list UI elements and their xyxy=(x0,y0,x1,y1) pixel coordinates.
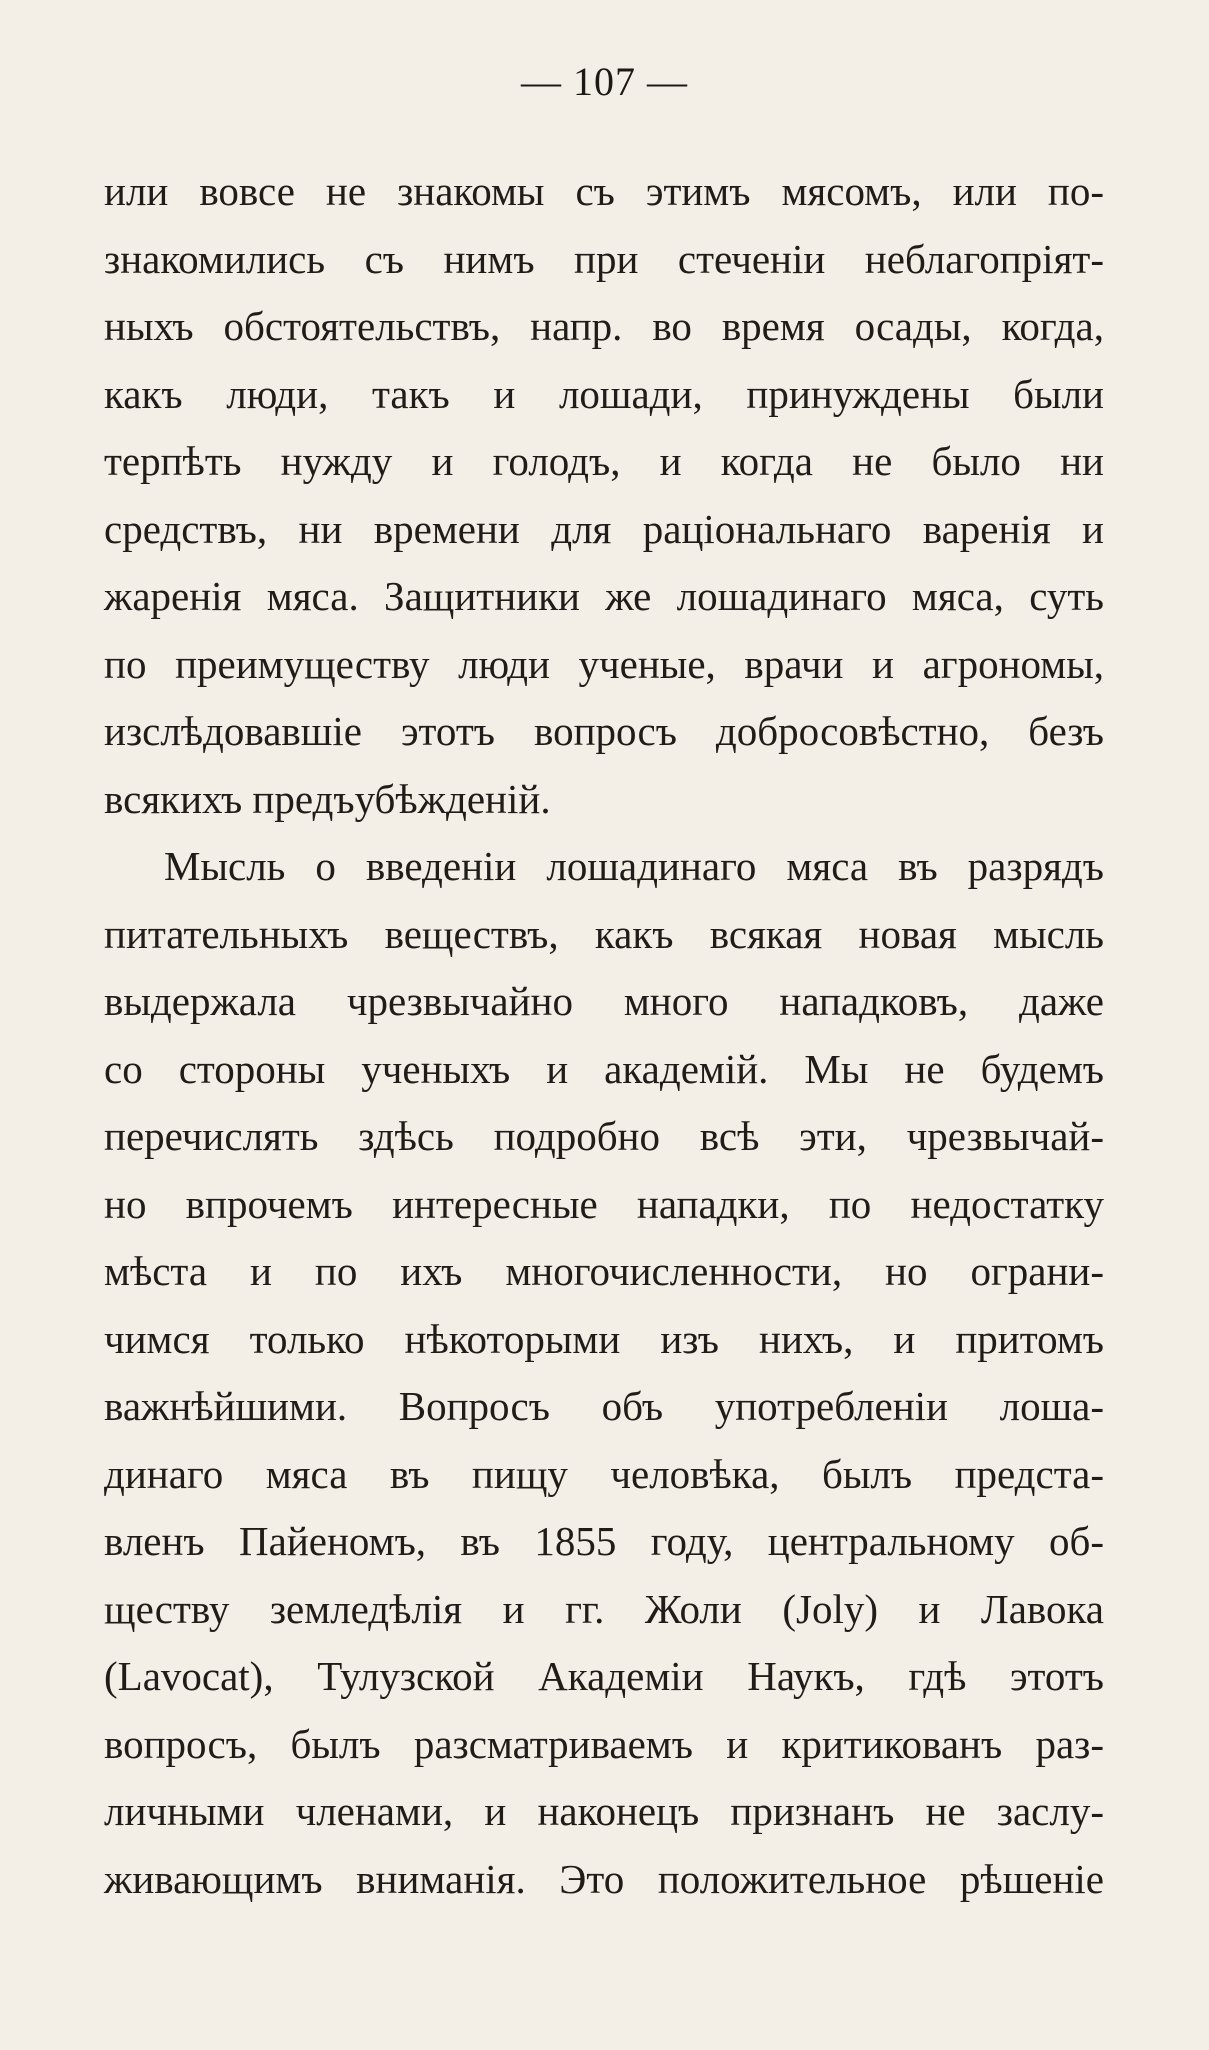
page-body-text xyxy=(104,158,1104,1913)
text-line: чимся только нѣкоторыми изъ нихъ, и притомъ xyxy=(104,1315,1104,1362)
text-line: жаренія мяса. Защитники же лошадинаго мяса, суть xyxy=(104,573,1104,619)
text-line: питательныхъ веществъ, какъ всякая новая мысль xyxy=(104,910,1104,957)
text-line: ныхъ обстоятельствъ, напр. во время осады, когда, xyxy=(104,303,1104,349)
text-line: вопросъ, былъ разсматриваемъ и критикованъ раз- xyxy=(104,1720,1104,1767)
text-line: какъ люди, такъ и лошади, принуждены были xyxy=(104,370,1104,417)
text-line: со стороны ученыхъ и академій. Мы не будемъ xyxy=(104,1045,1104,1092)
text-line: динаго мяса въ пищу человѣка, былъ предста- xyxy=(104,1450,1104,1497)
text-line: живающимъ вниманія. Это положительное рѣшеніе xyxy=(104,1855,1104,1902)
text-line: важнѣйшими. Вопросъ объ употребленіи лоша- xyxy=(104,1383,1104,1429)
text-line: знакомились съ нимъ при стеченіи неблагопріят- xyxy=(104,235,1104,282)
text-line: или вовсе не знакомы съ этимъ мясомъ, или по- xyxy=(104,168,1104,214)
text-line: Мысль о введеніи лошадинаго мяса въ разрядъ xyxy=(164,843,1104,889)
text-line: всякихъ предъубѣжденій. xyxy=(104,775,551,822)
text-line: вленъ Пайеномъ, въ 1855 году, центральному об- xyxy=(104,1518,1104,1564)
text-line: но впрочемъ интересные нападки, по недостатку xyxy=(104,1180,1104,1227)
text-line: по преимуществу люди ученые, врачи и агрономы, xyxy=(104,640,1104,687)
text-line: (Lavocat), Тулузской Академіи Наукъ, гдѣ этотъ xyxy=(104,1653,1104,1699)
text-line: личными членами, и наконецъ признанъ не заслу- xyxy=(104,1788,1104,1834)
text-line: терпѣть нужду и голодъ, и когда не было ни xyxy=(104,438,1104,484)
text-line: выдержала чрезвычайно много нападковъ, даже xyxy=(104,978,1104,1024)
text-line: средствъ, ни времени для раціональнаго варенія и xyxy=(104,505,1104,552)
text-line: ществу земледѣлія и гг. Жоли (Joly) и Лавока xyxy=(104,1585,1104,1632)
page-number: — 107 — xyxy=(521,59,688,104)
text-line: перечислять здѣсь подробно всѣ эти, чрезвычай- xyxy=(104,1113,1104,1159)
text-line: изслѣдовавшіе этотъ вопросъ добросовѣстно, безъ xyxy=(104,708,1104,754)
text-line: мѣста и по ихъ многочисленности, но ограни- xyxy=(104,1248,1104,1294)
